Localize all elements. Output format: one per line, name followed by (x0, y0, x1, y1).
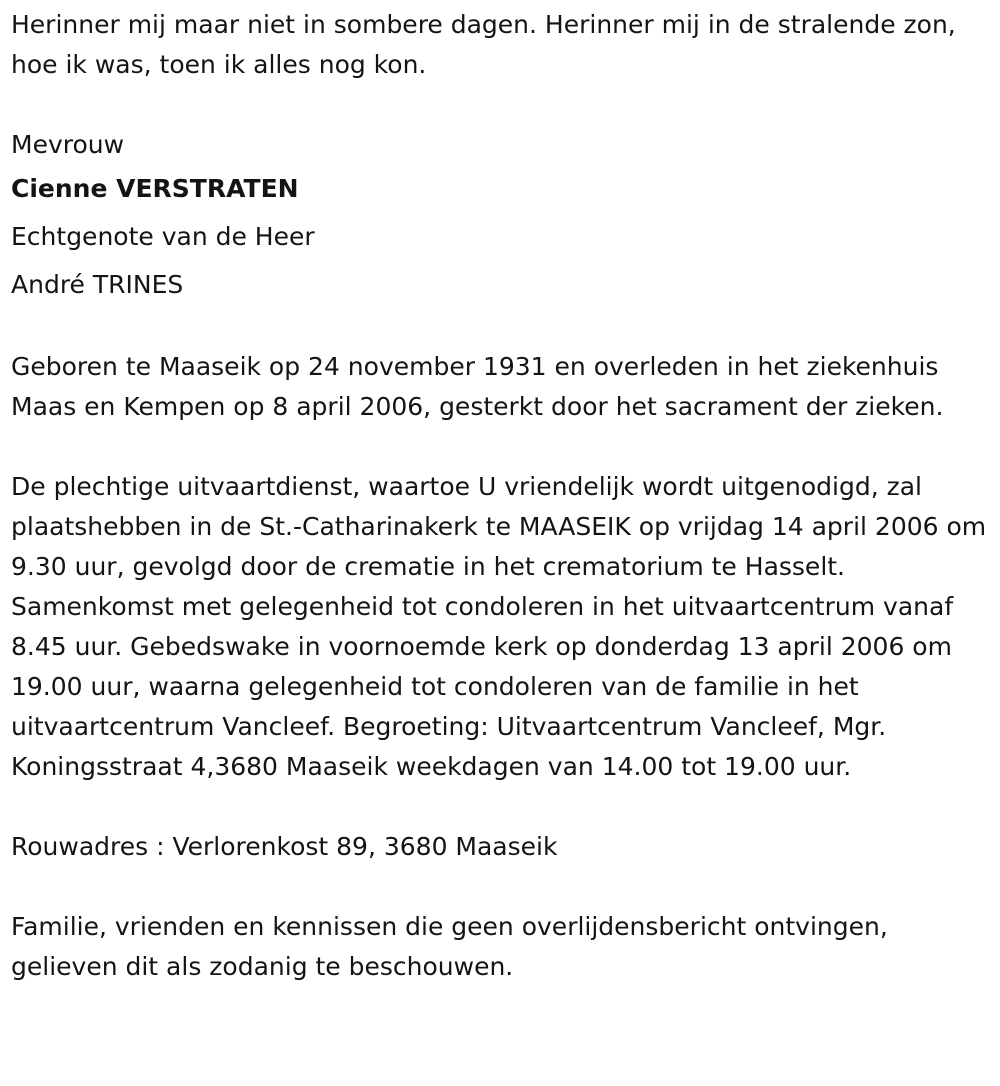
memorial-quote: Herinner mij maar niet in sombere dagen. Herinner mij in de stralende zon, hoe ik was, toen ik alles nog kon. (11, 10, 956, 79)
notice-paragraph: Familie, vrienden en kennissen die geen overlijdensbericht ontvingen, gelieven dit als zodanig te beschouwen. (11, 912, 888, 981)
spouse-name: André TRINES (11, 270, 184, 299)
spouse-intro: Echtgenote van de Heer (11, 222, 315, 251)
salutation: Mevrouw (11, 130, 125, 159)
deceased-name: Cienne VERSTRATEN (11, 174, 299, 203)
obituary-document (11, 0, 996, 987)
birth-death-paragraph: Geboren te Maaseik op 24 november 1931 en overleden in het ziekenhuis Maas en Kempen op 8 april 2006, gesterkt door het sacrament der zieken. (11, 352, 944, 421)
mourning-address: Rouwadres : Verlorenkost 89, 3680 Maaseik (11, 832, 558, 861)
ceremony-paragraph: De plechtige uitvaartdienst, waartoe U vriendelijk wordt uitgenodigd, zal plaatshebben in de St.-Catharinakerk te MAASEIK op vrijdag 14 april 2006 om 9.30 uur, gevolgd door de crematie in het crematorium te Hasselt. Samenkomst met gelegenheid tot condoleren in het uitvaartcentrum vanaf 8.45 uur. Gebedswake in voornoemde kerk op donderdag 13 april 2006 om 19.00 uur, waarna gelegenheid tot condoleren van de familie in het uitvaartcentrum Vancleef. Begroeting: Uitvaartcentrum Vancleef, Mgr. Koningsstraat 4,3680 Maaseik weekdagen van 14.00 tot 19.00 uur. (11, 472, 987, 781)
